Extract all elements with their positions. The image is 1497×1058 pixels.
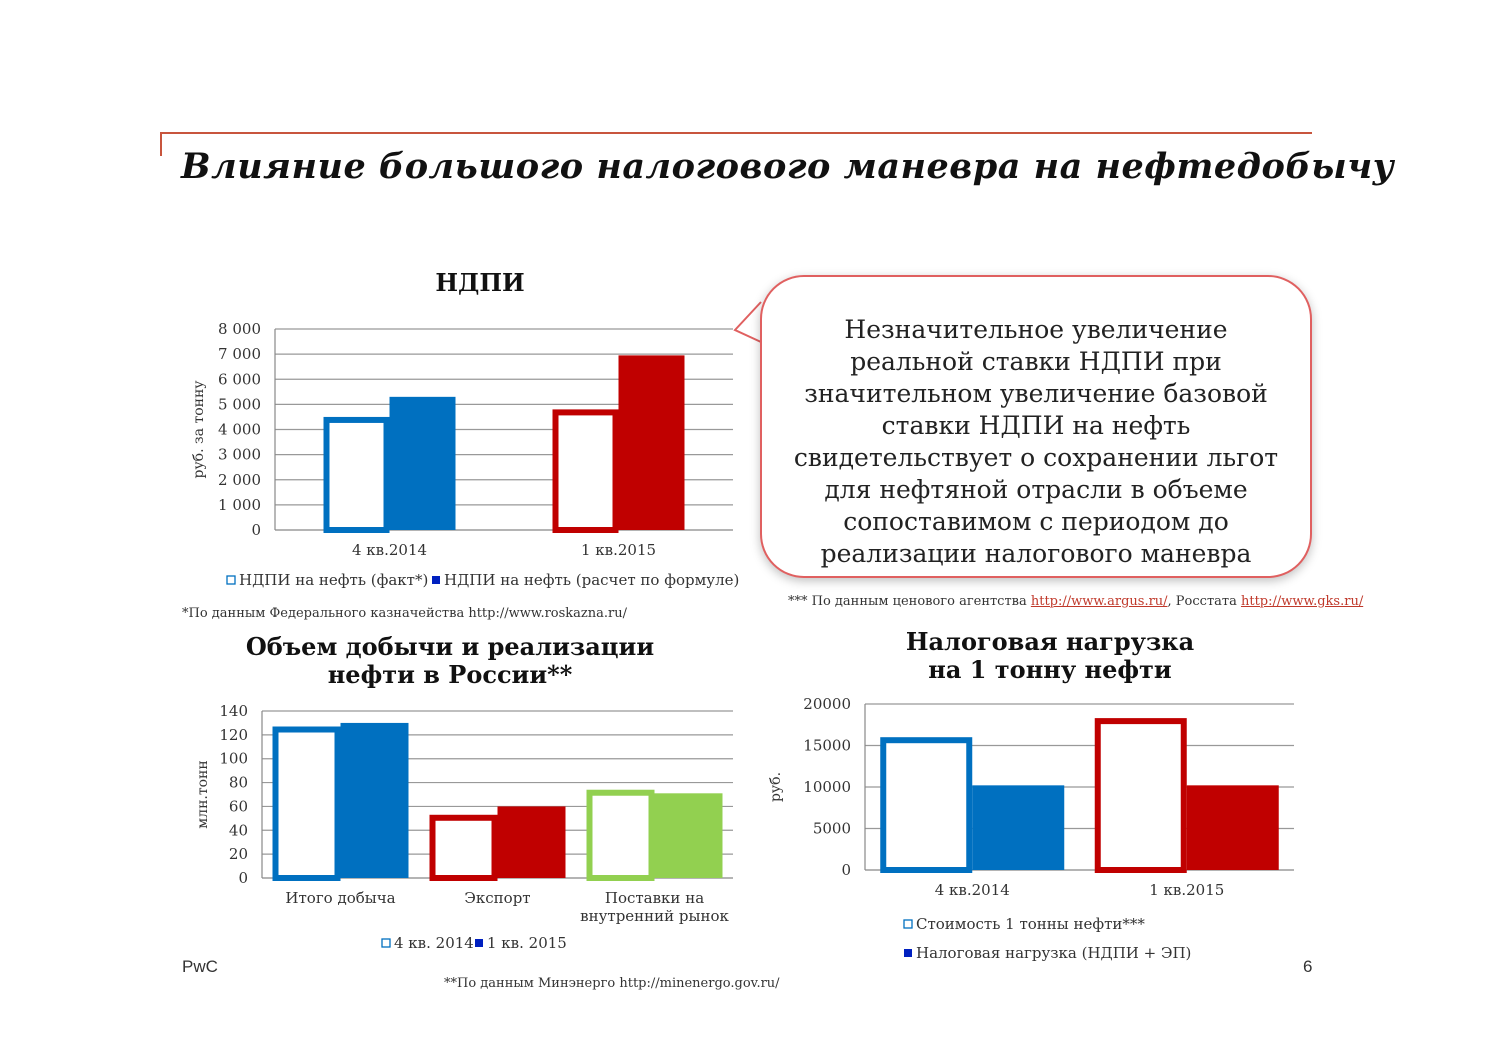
production-chart-title-line1: Объем добычи и реализации xyxy=(245,632,655,661)
footer-brand: PwC xyxy=(182,957,218,976)
x-tick-label: Экспорт xyxy=(464,889,531,907)
legend-swatch-outline xyxy=(904,920,912,928)
legend-swatch-outline xyxy=(382,939,390,947)
x-tick-label: Итого добыча xyxy=(285,889,396,907)
title-rule xyxy=(160,132,1312,134)
y-axis-label: руб. xyxy=(768,771,784,803)
x-tick-label: 1 кв.2015 xyxy=(1149,881,1225,899)
x-tick-label: 4 кв.2014 xyxy=(934,881,1010,899)
bar-filled xyxy=(341,723,409,878)
bar-outline xyxy=(1098,721,1184,870)
y-tick-label: 5 000 xyxy=(218,395,261,414)
rosstat-prefix: , Росстата xyxy=(1167,594,1241,609)
treasury-source: *По данным Федерального казначейства http://www.roskazna.ru/ xyxy=(182,606,627,621)
argus-link[interactable]: http://www.argus.ru/ xyxy=(1030,594,1168,609)
bar-filled xyxy=(498,806,566,878)
bar-outline xyxy=(883,740,969,870)
ndpi-chart xyxy=(170,310,760,610)
y-tick-label: 80 xyxy=(228,773,248,792)
legend-swatch-filled xyxy=(432,576,440,584)
y-tick-label: 10000 xyxy=(803,778,851,796)
bar-outline xyxy=(433,818,495,878)
x-tick-label: Поставки на xyxy=(604,889,705,907)
y-tick-label: 1 000 xyxy=(218,495,261,514)
y-tick-label: 6 000 xyxy=(218,370,261,389)
y-tick-label: 3 000 xyxy=(218,445,261,464)
y-tick-label: 0 xyxy=(251,521,261,539)
y-tick-label: 20 xyxy=(228,845,248,864)
y-tick-label: 4 000 xyxy=(218,420,261,439)
bar-filled xyxy=(390,397,456,530)
title-rule-tick xyxy=(160,132,162,156)
burden-chart-title-line2: на 1 тонну нефти xyxy=(928,655,1172,684)
legend-label: 4 кв. 2014 xyxy=(394,934,474,952)
x-tick-label: внутренний рынок xyxy=(580,907,729,925)
price-source xyxy=(788,594,1363,609)
callout-text: Незначительное увеличение реальной ставки НДПИ при значительном увеличение базовой ставки НДПИ на нефть свидетельствует о сохранении льгот для нефтяной отрасли в объеме сопоставимом с периодом до реализации налогового маневра xyxy=(793,315,1279,568)
y-tick-label: 5000 xyxy=(812,819,851,838)
bar-outline xyxy=(327,420,387,530)
rosstat-link[interactable]: http://www.gks.ru/ xyxy=(1240,594,1364,609)
y-tick-label: 20000 xyxy=(803,695,851,713)
y-tick-label: 8 000 xyxy=(218,320,261,338)
x-tick-label: 1 кв.2015 xyxy=(580,541,657,559)
ndpi-chart-title: НДПИ xyxy=(435,268,525,297)
burden-chart-title-line1: Налоговая нагрузка xyxy=(905,627,1195,656)
y-axis-label: млн.тонн xyxy=(195,760,211,829)
y-tick-label: 2 000 xyxy=(218,470,261,489)
legend-label: 1 кв. 2015 xyxy=(487,934,567,952)
y-axis-label: руб. за тонну xyxy=(191,380,207,479)
y-tick-label: 7 000 xyxy=(218,345,261,364)
y-tick-label: 60 xyxy=(228,797,248,816)
legend-swatch-filled xyxy=(904,949,912,957)
page-number: 6 xyxy=(1303,957,1313,976)
production-chart xyxy=(170,690,760,960)
legend-label: Стоимость 1 тонны нефти*** xyxy=(916,915,1145,933)
bar-filled xyxy=(972,785,1064,870)
y-tick-label: 140 xyxy=(219,702,248,720)
legend-label: Налоговая нагрузка (НДПИ + ЭП) xyxy=(916,944,1192,962)
y-tick-label: 0 xyxy=(238,869,248,887)
burden-chart xyxy=(760,690,1320,975)
price-source-prefix: *** По данным ценового агентства xyxy=(788,594,1031,609)
bar-outline xyxy=(556,412,616,530)
y-tick-label: 40 xyxy=(228,821,248,840)
y-tick-label: 0 xyxy=(841,861,851,879)
legend-swatch-filled xyxy=(475,939,483,947)
minenergo-source: **По данным Минэнерго http://minenergo.gov.ru/ xyxy=(444,976,780,991)
slide-title: Влияние большого налогового маневра на нефтедобычу xyxy=(181,146,1395,187)
production-chart-title-line2: нефти в России** xyxy=(327,660,573,689)
legend-swatch-outline xyxy=(227,576,235,584)
bar-filled xyxy=(1187,785,1279,870)
bar-filled xyxy=(655,793,723,878)
legend-label: НДПИ на нефть (расчет по формуле) xyxy=(444,571,740,589)
y-tick-label: 120 xyxy=(219,725,248,744)
bar-outline xyxy=(590,793,652,878)
bar-filled xyxy=(619,355,685,530)
y-tick-label: 15000 xyxy=(803,736,851,755)
legend-label: НДПИ на нефть (факт*) xyxy=(239,571,429,589)
x-tick-label: 4 кв.2014 xyxy=(351,541,428,559)
bar-outline xyxy=(276,730,338,878)
y-tick-label: 100 xyxy=(219,749,248,768)
